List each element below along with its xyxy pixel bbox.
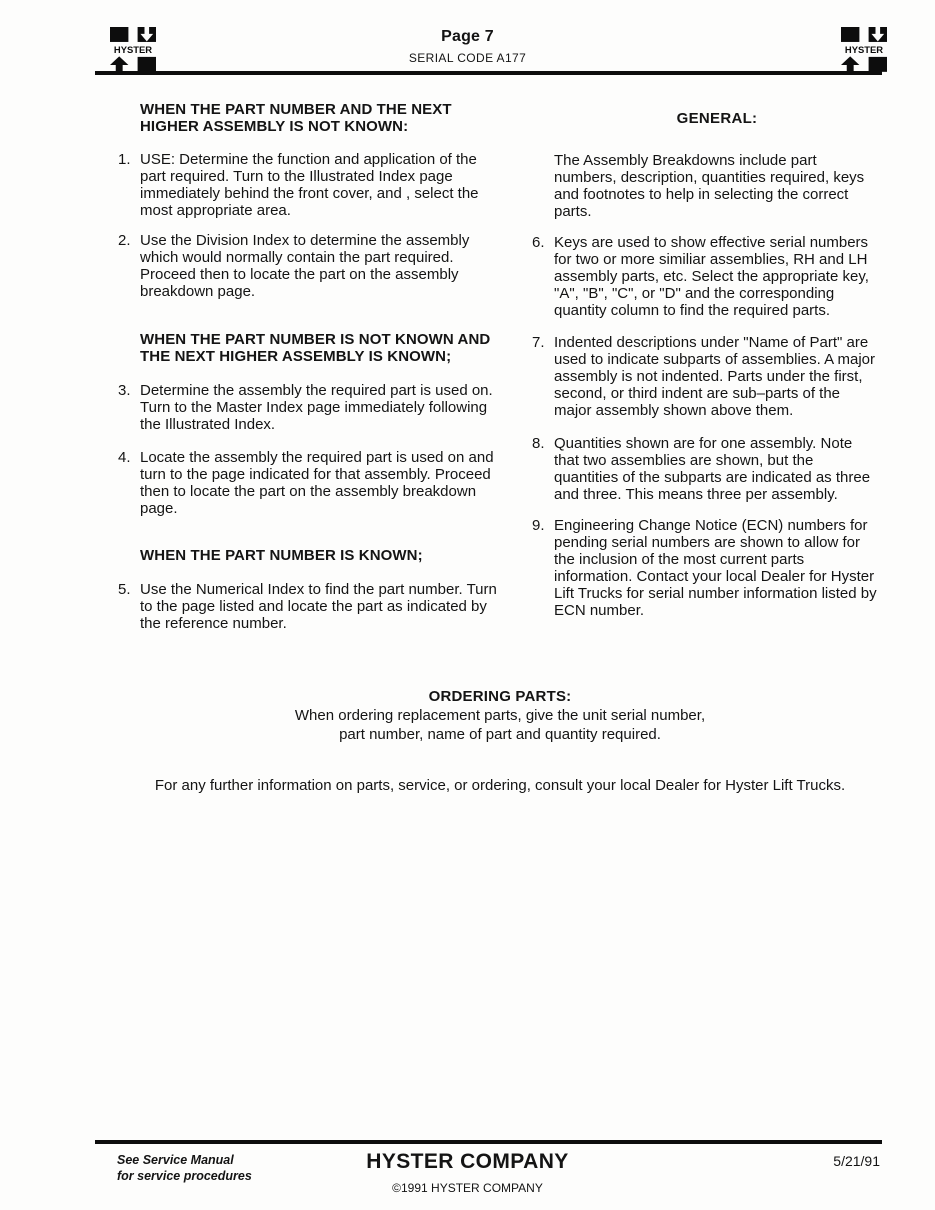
item-number: 6. [532,234,545,251]
list-item-7 [532,334,880,419]
footer-rule [95,1140,882,1144]
company-name: HYSTER COMPANY [366,1150,569,1173]
logo-wordmark: HYSTER [844,43,884,55]
item-text: USE: Determine the function and application of the part required. Turn to the Illustrated Index page immediately behind the front cover, and , select the most appropriate area. [140,151,479,219]
list-item-1 [118,151,502,219]
item-text: Engineering Change Notice (ECN) numbers for pending serial numbers are shown to allow for the inclusion of the most current parts information. Contact your local Dealer for Hyster Lift Trucks for serial number information listed by ECN number. [554,517,877,619]
item-text: Locate the assembly the required part is used on and turn to the page indicated for that assembly. Proceed then to locate the part on the assembly breakdown page. [140,449,494,517]
service-manual-note-line: for service procedures [117,1169,252,1183]
ordering-parts-heading: ORDERING PARTS: [428,688,572,705]
item-number: 3. [118,382,131,399]
item-number: 1. [118,151,131,168]
ordering-parts-section [95,687,905,744]
section-heading-assembly-known: WHEN THE PART NUMBER IS NOT KNOWN AND THE NEXT HIGHER ASSEMBLY IS KNOWN; [140,331,491,365]
item-number: 5. [118,581,131,598]
logo-wordmark: HYSTER [113,43,153,55]
general-heading: GENERAL: [676,110,758,127]
item-number: 9. [532,517,545,534]
list-item-4 [118,449,502,517]
item-number: 8. [532,435,545,452]
item-text: Use the Numerical Index to find the part number. Turn to the page listed and locate the part as indicated by the reference number. [140,581,497,632]
section-heading-number-known: WHEN THE PART NUMBER IS KNOWN; [140,547,423,564]
right-column [532,110,880,619]
general-intro-paragraph: The Assembly Breakdowns include part numbers, description, quantities required, keys and footnotes to help in selecting the correct parts. [554,152,865,220]
section-heading-not-known: WHEN THE PART NUMBER AND THE NEXT HIGHER ASSEMBLY IS NOT KNOWN: [140,101,452,135]
item-text: Use the Division Index to determine the assembly which would normally contain the part required. Proceed then to locate the part on the assembly breakdown page. [140,232,470,300]
list-item-3 [118,382,502,433]
serial-code: SERIAL CODE A177 [408,51,527,65]
list-item-8 [532,435,880,503]
further-info-line: For any further information on parts, service, or ordering, consult your local Dealer for Hyster Lift Trucks. [154,777,846,794]
item-text: Quantities shown are for one assembly. Note that two assemblies are shown, but the quantities of the subparts are indicated as three and three. This means three per assembly. [554,435,871,503]
item-number: 2. [118,232,131,249]
list-item-5 [118,581,502,632]
item-text: Indented descriptions under "Name of Part" are used to indicate subparts of assemblies. A major assembly is not indented. Parts under the first, second, or third indent are sub–parts of the major assembly shown above them. [554,334,876,419]
item-number: 4. [118,449,131,466]
ordering-parts-line: part number, name of part and quantity required. [339,726,661,743]
revision-date: 5/21/91 [833,1153,880,1169]
list-item-2 [118,232,502,300]
item-text: Keys are used to show effective serial numbers for two or more similiar assemblies, RH and LH assembly parts, etc. Select the appropriate key, "A", "B", "C", or "D" and the corresponding quantity column to find the required parts. [554,234,869,319]
left-column [118,101,502,632]
page-number: Page 7 [441,28,494,45]
copyright-line: ©1991 HYSTER COMPANY [392,1181,543,1195]
item-number: 7. [532,334,545,351]
header-rule [95,71,882,75]
service-manual-note-line: See Service Manual [117,1153,234,1167]
list-item-9 [532,517,880,619]
list-item-6 [532,234,880,319]
ordering-parts-line: When ordering replacement parts, give the unit serial number, [294,707,706,724]
item-text: Determine the assembly the required part is used on. Turn to the Master Index page immediately following the Illustrated Index. [140,382,493,433]
